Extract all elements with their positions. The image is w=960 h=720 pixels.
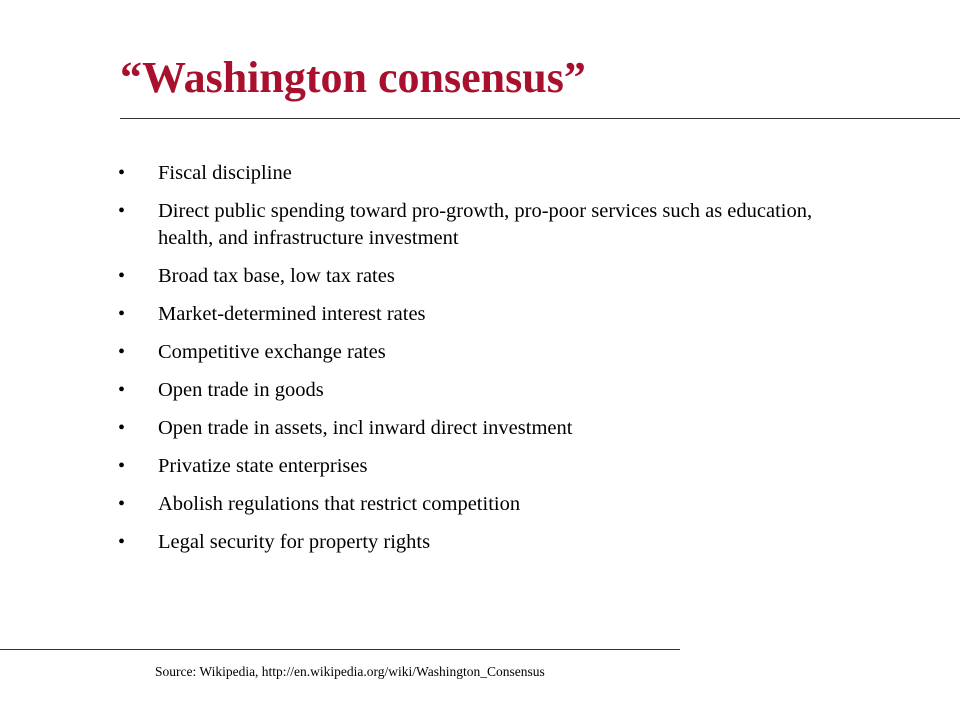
bullet-item-deregulation [118,491,838,518]
title-divider [120,118,960,119]
bullet-marker: • [118,162,126,184]
bullet-text: Direct public spending toward pro-growth, pro-poor services such as education, health, and infrastructure investment [158,200,813,249]
bullet-text: Privatize state enterprises [158,455,368,477]
bullet-item-trade-assets [118,415,838,442]
bullet-marker: • [118,417,126,439]
bullet-marker: • [118,200,126,222]
bullet-marker: • [118,455,126,477]
bullet-marker: • [118,493,126,515]
bullet-text: Fiscal discipline [158,162,292,184]
bullet-item-property-rights [118,529,838,556]
bullet-text: Broad tax base, low tax rates [158,265,395,287]
bullet-item-tax-base [118,263,838,290]
bullet-text: Abolish regulations that restrict competition [158,493,521,515]
bullet-item-fiscal-discipline [118,160,838,187]
bullet-item-privatize [118,453,838,480]
bullet-marker: • [118,265,126,287]
bullet-item-interest-rates [118,301,838,328]
bullet-text: Competitive exchange rates [158,341,386,363]
bullet-item-trade-goods [118,377,838,404]
bullet-text: Open trade in goods [158,379,324,401]
bullet-item-public-spending [118,198,838,252]
bullet-text: Legal security for property rights [158,531,431,553]
slide-title: “Washington consensus” [120,53,586,102]
bullet-marker: • [118,531,126,553]
bullet-marker: • [118,341,126,363]
source-divider [0,649,680,650]
bullet-list [118,160,838,567]
bullet-text: Open trade in assets, incl inward direct investment [158,417,573,439]
bullet-marker: • [118,303,126,325]
bullet-item-exchange-rates [118,339,838,366]
bullet-text: Market-determined interest rates [158,303,426,325]
bullet-marker: • [118,379,126,401]
source-citation: Source: Wikipedia, http://en.wikipedia.org/wiki/Washington_Consensus [155,664,545,679]
